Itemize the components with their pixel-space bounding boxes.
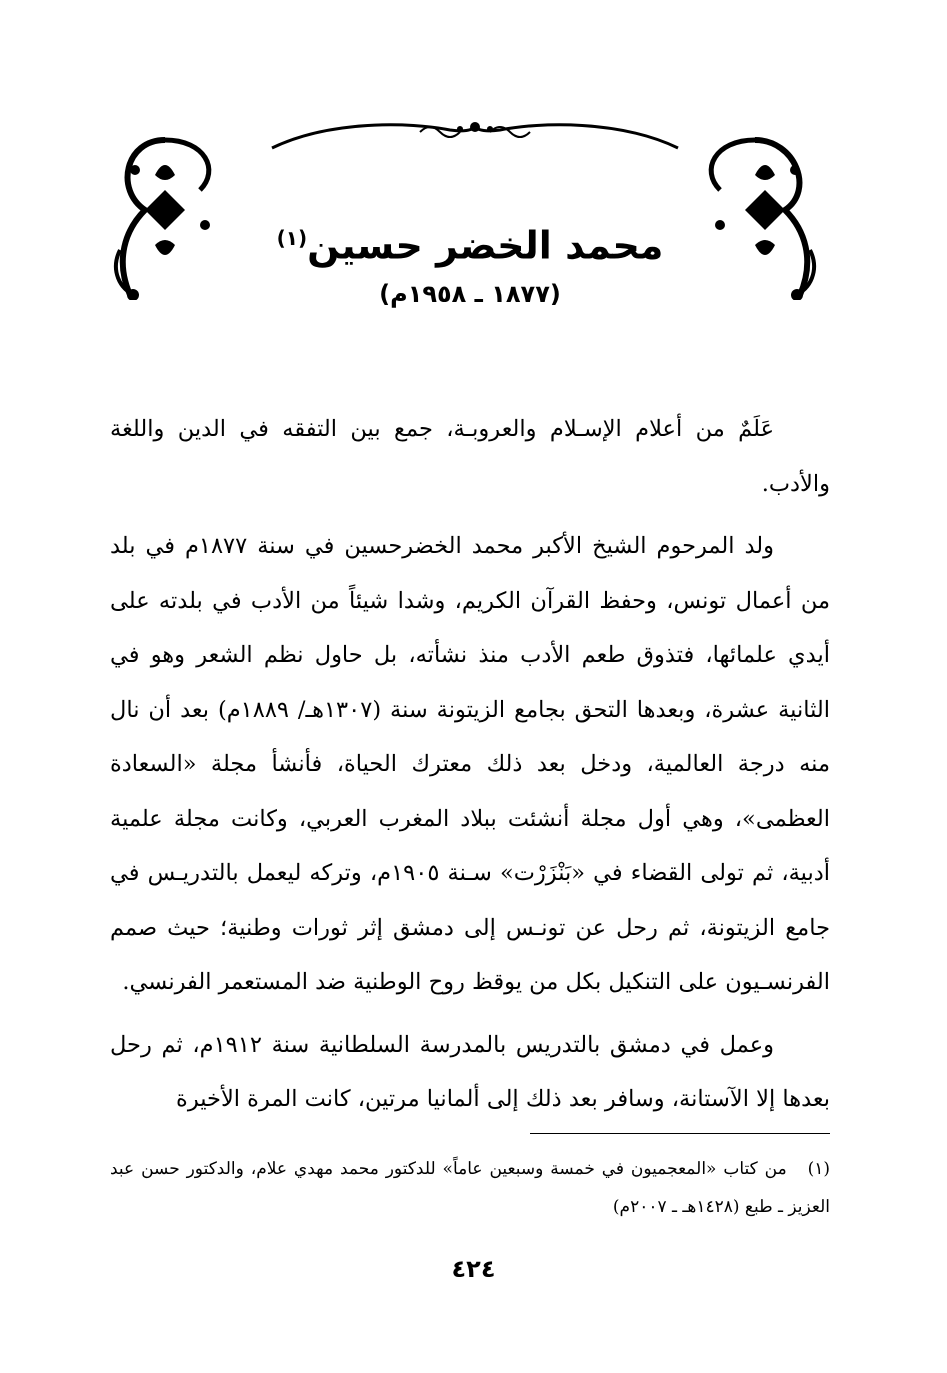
lifespan-years: (١٨٧٧ ـ ١٩٥٨م): [379, 280, 561, 308]
top-flourish-ornament: [270, 110, 680, 150]
paragraph-damascus: وعمل في دمشق بالتدريس بالمدرسة السلطانية سنة ١٩١٢م، ثم رحل بعدها إلا الآستانة، وسافر بعد ذلك إلى ألمانيا مرتين، كانت المرة الأخيرة: [110, 1031, 830, 1112]
page-title: [250, 208, 690, 276]
footnote-text: من كتاب «المعجميون في خمسة وسبعين عاماً» للدكتور محمد مهدي علام، والدكتور حسن عبد العزيز ـ طبع (١٤٢٨هـ ـ ٢٠٠٧م): [110, 1159, 830, 1217]
footnote-marker: (١): [807, 1159, 831, 1179]
title-footnote-marker: (١): [276, 226, 308, 250]
paragraph-intro: عَلَمٌ من أعلام الإسـلام والعروبـة، جمع بين التفقه في الدين واللغة والأدب.: [110, 416, 830, 497]
left-corner-ornament: [105, 130, 225, 300]
body-text: [110, 402, 830, 1135]
page-number: ٤٢٤: [451, 1255, 496, 1283]
footnote: [110, 1150, 830, 1226]
chapter-header: [0, 100, 947, 340]
paragraph-biography: ولد المرحوم الشيخ الأكبر محمد الخضرحسين في سنة ١٨٧٧م في بلد من أعمال تونس، وحفظ القرآن الكريم، وشدا شيئاً من الأدب في بلدته على أيدي علمائها، فتذوق طعم الأدب منذ نشأته، بل حاول نظم الشعر وهو في الثانية عشرة، وبعدها التحق بجامع الزيتونة سنة (١٣٠٧هـ/ ١٨٨٩م) بعد أن نال منه درجة العالمية، ودخل بعد ذلك معترك الحياة، فأنشأ مجلة «السعادة العظمى»، وهي أول مجلة أنشئت ببلاد المغرب العربي، وكانت مجلة علمية أدبية، ثم تولى القضاء في «بَنْزَرْت» سـنة ١٩٠٥م، وتركه ليعمل بالتدريـس في جامع الزيتونة، ثم رحل عن تونـس إلى دمشق إثر ثورات وطنية؛ حيث صمم الفرنسـيون على التنكيل بكل من يوقظ روح الوطنية ضد المستعمر الفرنسي.: [110, 533, 831, 995]
footnote-divider: [530, 1133, 830, 1134]
title-text: محمد الخضر حسين: [307, 223, 664, 268]
right-corner-ornament: [675, 130, 825, 300]
